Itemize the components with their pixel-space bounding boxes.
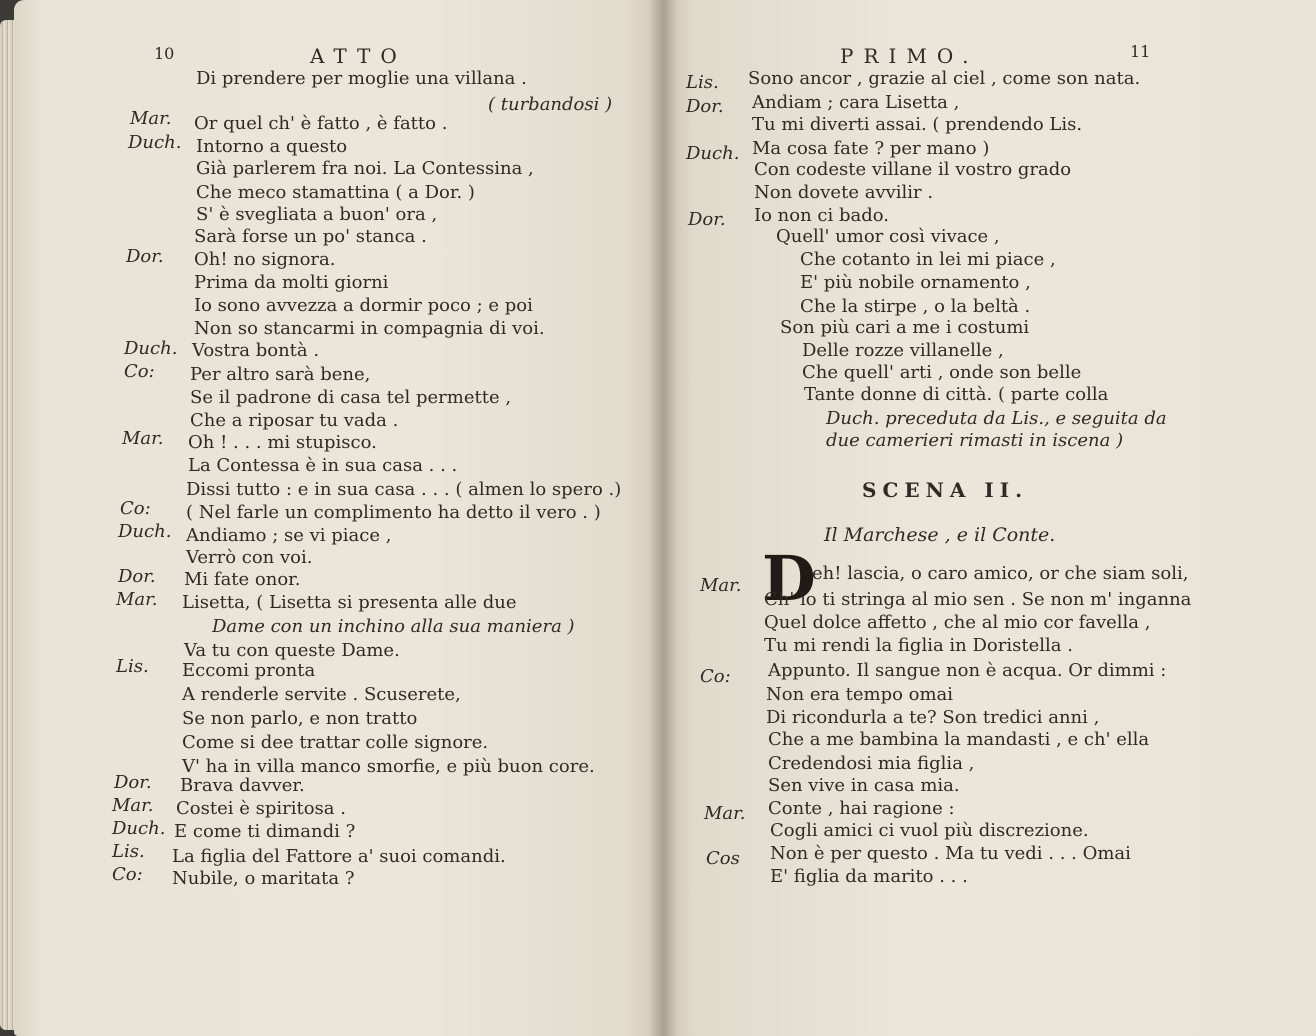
text-line: Andiamo ; se vi piace , — [186, 525, 392, 546]
text-line: Intorno a questo — [196, 136, 348, 157]
text-line: Oh! no signora. — [194, 249, 336, 270]
text-line: E' più nobile ornamento , — [800, 272, 1031, 293]
text-line: Son più cari a me i costumi — [780, 317, 1030, 338]
text-line: Prima da molti giorni — [194, 272, 389, 293]
speaker-label: Duch. — [128, 132, 182, 153]
text-line: Che cotanto in lei mi piace , — [800, 249, 1056, 270]
text-line: Va tu con queste Dame. — [184, 640, 400, 661]
running-head: ATTO — [310, 44, 407, 68]
right-page — [664, 0, 1316, 1036]
book-gutter — [648, 0, 678, 1036]
text-line: Non so stancarmi in compagnia di voi. — [194, 318, 545, 339]
text-line: A renderle servite . Scuserete, — [182, 684, 461, 705]
speaker-label: Cos — [706, 848, 740, 869]
text-line: Con codeste villane il vostro grado — [754, 159, 1072, 180]
text-line: Costei è spiritosa . — [176, 798, 346, 819]
text-line: Per altro sarà bene, — [190, 364, 371, 385]
drop-cap: D — [762, 542, 816, 615]
text-line: Di prendere per moglie una villana . — [196, 68, 527, 89]
speaker-label: Co: — [120, 498, 151, 519]
text-line: E come ti dimandi ? — [174, 821, 356, 842]
text-line: La Contessa è in sua casa . . . — [188, 455, 458, 476]
text-line: Già parlerem fra noi. La Contessina , — [196, 158, 534, 179]
text-line: Quel dolce affetto , che al mio cor favella , — [764, 612, 1151, 633]
stage-direction: due camerieri rimasti in iscena ) — [826, 430, 1124, 451]
stage-direction: ( turbandosi ) — [488, 94, 613, 115]
speaker-label: Co: — [124, 361, 155, 382]
text-line: Io non ci bado. — [754, 205, 889, 226]
text-line: Lisetta, ( Lisetta si presenta alle due — [182, 592, 517, 613]
text-line: Se non parlo, e non tratto — [182, 708, 418, 729]
text-line: Che quell' arti , onde son belle — [802, 362, 1082, 383]
text-line: Andiam ; cara Lisetta , — [752, 92, 960, 113]
running-head: PRIMO. — [840, 44, 979, 68]
text-line: La figlia del Fattore a' suoi comandi. — [172, 846, 506, 867]
text-line: Sarà forse un po' stanca . — [194, 226, 427, 247]
text-line: Nubile, o maritata ? — [172, 868, 355, 889]
text-line: Sen vive in casa mia. — [768, 775, 960, 796]
text-line: Che meco stamattina ( a Dor. ) — [196, 182, 475, 203]
text-line: Or quel ch' è fatto , è fatto . — [194, 113, 448, 134]
text-line: Io sono avvezza a dormir poco ; e poi — [194, 295, 533, 316]
text-line: Non è per questo . Ma tu vedi . . . Omai — [770, 843, 1131, 864]
text-line: Brava davver. — [180, 775, 305, 796]
text-line: Mi fate onor. — [184, 569, 301, 590]
speaker-label: Mar. — [130, 108, 172, 129]
speaker-label: Dor. — [114, 772, 152, 793]
text-line: V' ha in villa manco smorfie, e più buon core. — [182, 756, 595, 777]
page-number: 11 — [1130, 42, 1151, 61]
speaker-label: Lis. — [112, 841, 145, 862]
text-line: Vostra bontà . — [192, 340, 320, 361]
text-line: Oh ! . . . mi stupisco. — [188, 432, 377, 453]
stage-direction: Dame con un inchino alla sua maniera ) — [212, 616, 575, 637]
text-line: Non era tempo omai — [766, 684, 954, 705]
text-line: Tu mi diverti assai. ( prendendo Lis. — [752, 114, 1083, 135]
text-line: Dissi tutto : e in sua casa . . . ( almen lo spero .) — [186, 479, 622, 500]
text-line: Eccomi pronta — [182, 660, 316, 681]
speaker-label: Co: — [112, 864, 143, 885]
speaker-label: Mar. — [112, 795, 154, 816]
text-line: E' figlia da marito . . . — [770, 866, 968, 887]
speaker-label: Co: — [700, 666, 731, 687]
text-line: Conte , hai ragione : — [768, 798, 955, 819]
speaker-label: Lis. — [116, 656, 149, 677]
speaker-label: Dor. — [686, 96, 724, 117]
text-line: Tu mi rendi la figlia in Doristella . — [764, 635, 1073, 656]
left-page — [14, 0, 664, 1036]
text-line: Non dovete avvilir . — [754, 182, 934, 203]
speaker-label: Duch. — [118, 521, 172, 542]
text-line: Credendosi mia figlia , — [768, 753, 975, 774]
text-line: Ma cosa fate ? per mano ) — [752, 138, 990, 159]
text-line: Sono ancor , grazie al ciel , come son nata. — [748, 68, 1141, 89]
text-line: Ch' io ti stringa al mio sen . Se non m' inganna — [764, 589, 1192, 610]
scene-heading: SCENA II. — [862, 478, 1029, 502]
text-line: Appunto. Il sangue non è acqua. Or dimmi : — [768, 660, 1167, 681]
page-number: 10 — [154, 44, 175, 63]
text-line: Verrò con voi. — [186, 547, 313, 568]
stage-direction: Duch. preceduta da Lis., e seguita da — [826, 408, 1167, 429]
speaker-label: Mar. — [122, 428, 164, 449]
text-line: eh! lascia, o caro amico, or che siam soli, — [812, 563, 1189, 584]
text-line: Delle rozze villanelle , — [802, 340, 1004, 361]
scene-characters: Il Marchese , e il Conte. — [824, 524, 1056, 546]
text-line: Come si dee trattar colle signore. — [182, 732, 489, 753]
text-line: S' è svegliata a buon' ora , — [196, 204, 438, 225]
speaker-label: Duch. — [112, 818, 166, 839]
speaker-label: Duch. — [124, 338, 178, 359]
speaker-label: Duch. — [686, 143, 740, 164]
speaker-label: Lis. — [686, 72, 719, 93]
text-line: Che a me bambina la mandasti , e ch' ella — [768, 729, 1150, 750]
text-line: ( Nel farle un complimento ha detto il vero . ) — [186, 502, 601, 523]
speaker-label: Mar. — [116, 589, 158, 610]
speaker-label: Mar. — [704, 803, 746, 824]
text-line: Se il padrone di casa tel permette , — [190, 387, 512, 408]
speaker-label: Dor. — [118, 566, 156, 587]
text-line: Che a riposar tu vada . — [190, 410, 399, 431]
speaker-label: Dor. — [126, 246, 164, 267]
text-line: Quell' umor così vivace , — [776, 226, 1000, 247]
text-line: Tante donne di città. ( parte colla — [804, 384, 1109, 405]
speaker-label: Mar. — [700, 575, 742, 596]
text-line: Cogli amici ci vuol più discrezione. — [770, 820, 1089, 841]
speaker-label: Dor. — [688, 209, 726, 230]
text-line: Che la stirpe , o la beltà . — [800, 296, 1031, 317]
text-line: Di ricondurla a te? Son tredici anni , — [766, 707, 1100, 728]
